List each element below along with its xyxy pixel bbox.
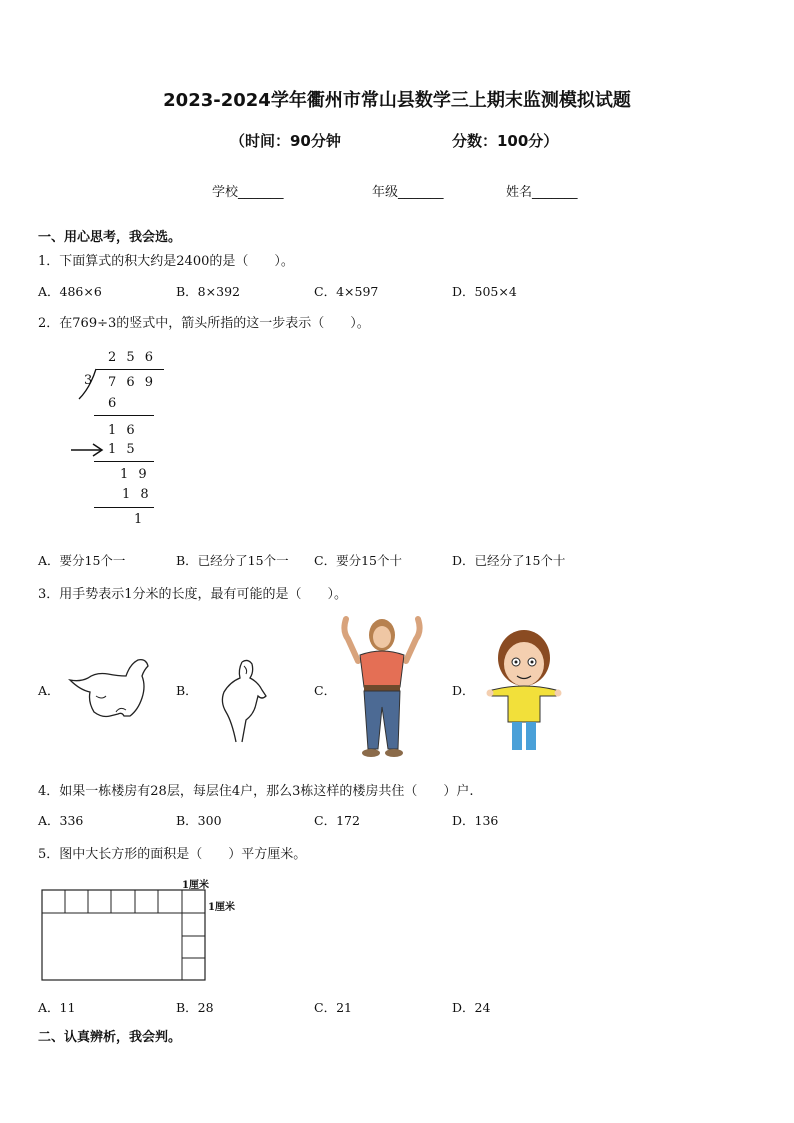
section-2-heading: 二、认真辨析，我会判。	[38, 1030, 182, 1045]
question-2: 2．在769÷3的竖式中，箭头所指的这一步表示（ ）。	[38, 316, 370, 331]
division-step-5: 1 8	[122, 487, 152, 502]
q4-option-a: A．336	[38, 813, 84, 828]
arrow-right-icon	[70, 443, 104, 457]
q4-option-d: D．136	[452, 813, 499, 828]
q5-option-a: A．11	[38, 1000, 76, 1015]
division-step-2: 1 6	[108, 423, 138, 438]
question-1: 1．下面算式的积大约是2400的是（ ）。	[38, 254, 294, 269]
q2-option-c: C．要分15个十	[314, 553, 402, 568]
q2-option-d: D．已经分了15个十	[452, 553, 566, 568]
division-step-4: 1 9	[120, 467, 150, 482]
page-title: 2023-2024学年衢州市常山县数学三上期末监测模拟试题	[163, 90, 631, 111]
school-field: 学校_______	[212, 185, 284, 200]
division-bar	[96, 369, 164, 370]
q2-option-b: B．已经分了15个一	[176, 553, 289, 568]
rectangle-grid-figure	[41, 889, 207, 982]
q5-option-c: C．21	[314, 1000, 352, 1015]
exam-score: 分数：100分）	[452, 132, 559, 150]
unit-label-side: 1厘米	[208, 902, 235, 913]
division-bracket	[78, 368, 98, 400]
exam-time: （时间：90分钟	[230, 132, 341, 150]
unit-label-top: 1厘米	[182, 880, 209, 891]
division-dividend: 7 6 9	[108, 375, 157, 390]
question-4: 4．如果一栋楼房有28层，每层住4户，那么3栋这样的楼房共住（ ）户.	[38, 784, 474, 799]
q1-option-c: C．4×597	[314, 284, 379, 299]
q1-option-d: D．505×4	[452, 284, 517, 299]
q1-option-a: A．486×6	[38, 284, 102, 299]
hand-gesture-wide-icon	[66, 656, 152, 720]
name-field: 姓名_______	[506, 185, 578, 200]
q2-option-a: A．要分15个一	[38, 553, 126, 568]
section-1-heading: 一、用心思考，我会选。	[38, 230, 182, 245]
q5-option-d: D．24	[452, 1000, 491, 1015]
q4-option-b: B．300	[176, 813, 222, 828]
division-remainder: 1	[134, 512, 146, 527]
q3-option-b: B．	[176, 683, 198, 698]
hand-gesture-pinch-icon	[214, 656, 274, 744]
division-line-1	[94, 415, 154, 416]
q3-option-c: C．	[314, 683, 337, 698]
question-3: 3．用手势表示1分米的长度，最有可能的是（ ）。	[38, 587, 348, 602]
division-quotient: 2 5 6	[108, 350, 157, 365]
boy-arms-out-icon	[484, 628, 564, 752]
q3-option-a: A．	[38, 683, 60, 698]
woman-arms-raised-icon	[336, 615, 428, 765]
division-step-1: 6	[108, 396, 120, 411]
grade-field: 年级_______	[372, 185, 444, 200]
division-divisor: 3	[84, 373, 96, 388]
q4-option-c: C．172	[314, 813, 360, 828]
question-5: 5．图中大长方形的面积是（ ）平方厘米。	[38, 847, 307, 862]
division-step-3: 1 5	[108, 442, 138, 457]
q1-option-b: B．8×392	[176, 284, 240, 299]
division-line-2	[94, 461, 154, 462]
q5-option-b: B．28	[176, 1000, 214, 1015]
q3-option-d: D．	[452, 683, 475, 698]
division-line-3	[94, 507, 154, 508]
